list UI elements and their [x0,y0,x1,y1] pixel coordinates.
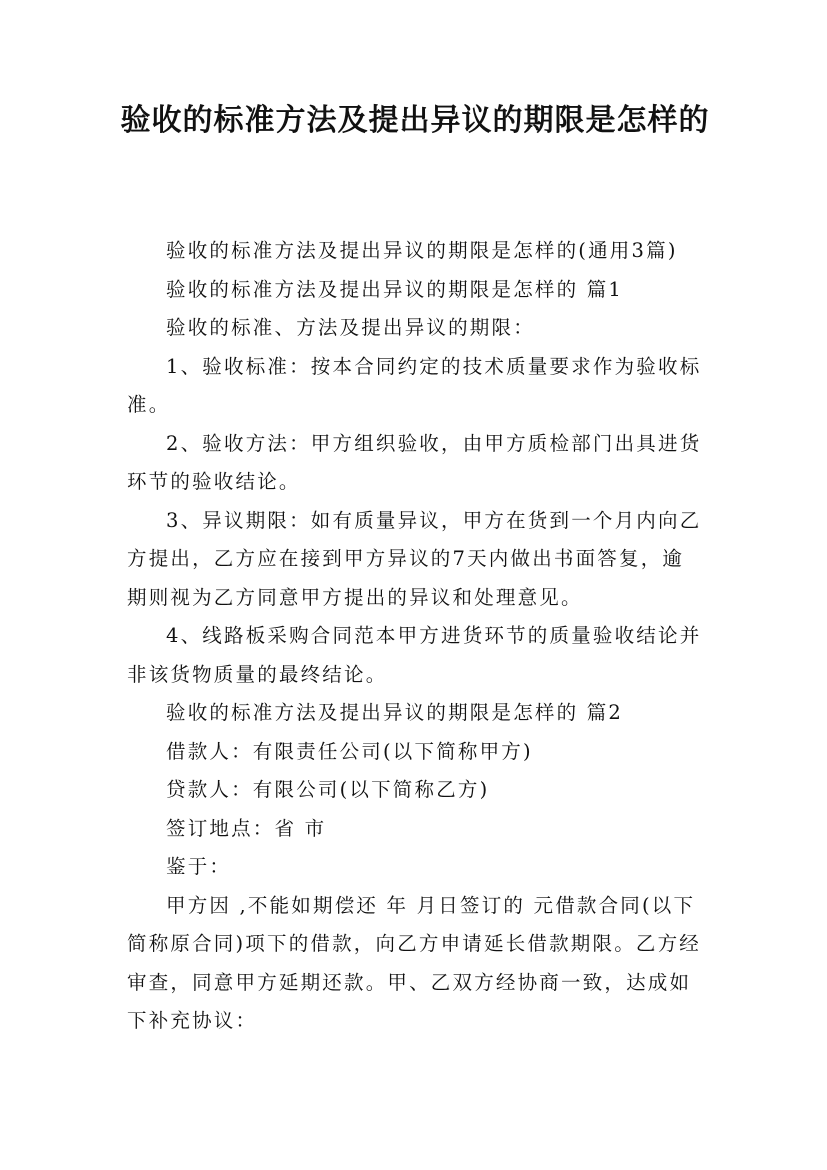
paragraph: 验收的标准、方法及提出异议的期限： [166,316,535,339]
paragraph-agreement: 甲方因 ,不能如期偿还 年 月日签订的 元借款合同(以下简称原合同)项下的借款，向乙方申请延长借款期限。乙方经审查，同意甲方延期还款。甲、乙双方经协商一致，达成如下补充协议： [127,893,702,1032]
list-item-4: 4、线路板采购合同范本甲方进货环节的质量验收结论并非该货物质量的最终结论。 [127,624,702,686]
section-heading-2: 验收的标准方法及提出异议的期限是怎样的 篇2 [166,701,624,724]
document-title: 验收的标准方法及提出异议的期限是怎样的 [120,103,710,138]
list-item-2: 2、验收方法：甲方组织验收，由甲方质检部门出具进货环节的验收结论。 [127,431,702,493]
paragraph-signing-place: 签订地点：省 市 [166,816,327,840]
list-item-3: 3、异议期限：如有质量异议，甲方在货到一个月内向乙方提出，乙方应在接到甲方异议的7天内做出书面答复，逾期则视为乙方同意甲方提出的异议和处理意见。 [127,508,702,609]
paragraph-lender: 贷款人：有限公司(以下简称乙方) [166,778,490,801]
document-body [127,232,705,1041]
paragraph-intro: 验收的标准方法及提出异议的期限是怎样的(通用3篇) [166,239,678,262]
section-heading-1: 验收的标准方法及提出异议的期限是怎样的 篇1 [166,277,624,301]
list-item-1: 1、验收标准：按本合同约定的技术质量要求作为验收标准。 [127,354,702,416]
paragraph-whereas: 鉴于： [166,855,232,878]
paragraph-borrower: 借款人：有限责任公司(以下简称甲方) [166,739,533,763]
